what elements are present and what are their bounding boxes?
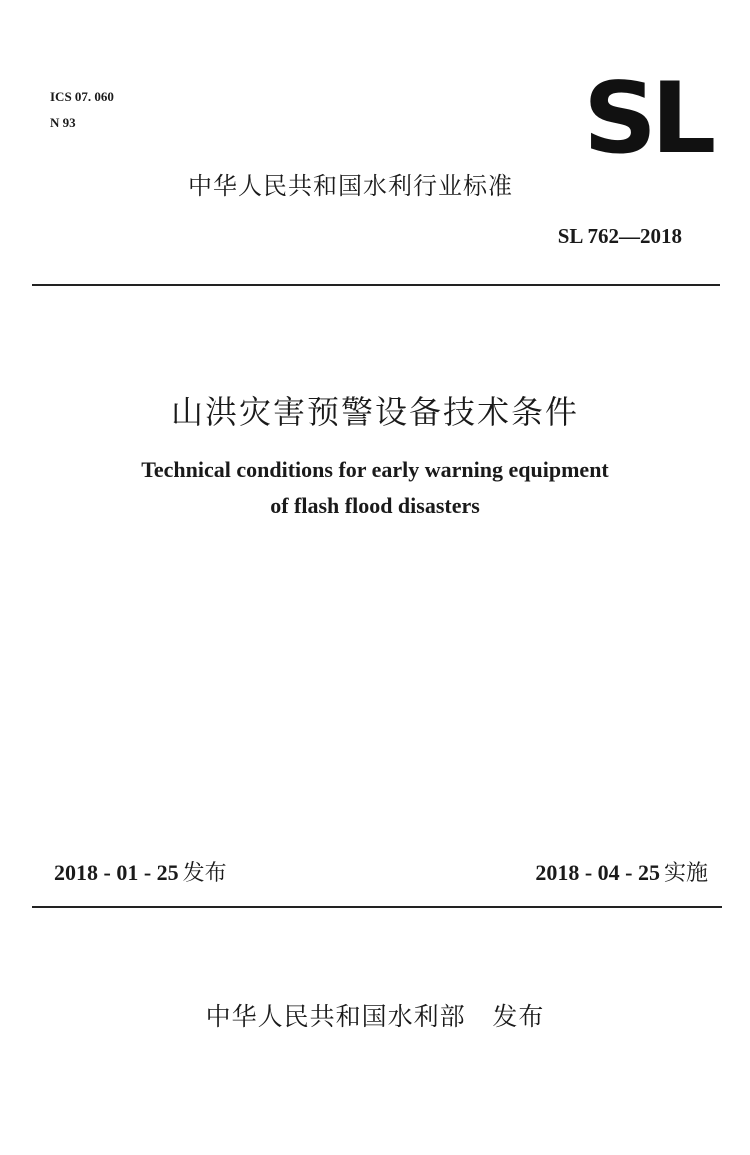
- issuer-issue-label: 发布: [492, 1002, 545, 1031]
- ccs-code: N 93: [50, 115, 76, 130]
- standard-number: SL 762—2018: [557, 224, 682, 248]
- title-chinese: 山洪灾害预警设备技术条件: [170, 393, 579, 431]
- issue-date-block: [54, 859, 227, 888]
- title-english-line-2: of flash flood disasters: [270, 493, 480, 518]
- bottom-divider: [32, 906, 722, 908]
- issue-date: 2018 - 01 - 25: [54, 860, 179, 885]
- ics-code: ICS 07. 060: [50, 89, 114, 104]
- issue-label: 发布: [182, 861, 227, 886]
- sl-logo: SL: [583, 62, 711, 176]
- implement-label: 实施: [663, 861, 708, 886]
- standard-category: 中华人民共和国水利行业标准: [188, 172, 513, 200]
- title-english-line-1: Technical conditions for early warning equipment: [141, 457, 609, 482]
- issuer-name: 中华人民共和国水利部: [205, 1002, 466, 1031]
- top-divider: [32, 284, 720, 286]
- issuer-line: [0, 1001, 750, 1033]
- implement-date: 2018 - 04 - 25: [535, 860, 660, 885]
- implement-date-block: [535, 859, 708, 888]
